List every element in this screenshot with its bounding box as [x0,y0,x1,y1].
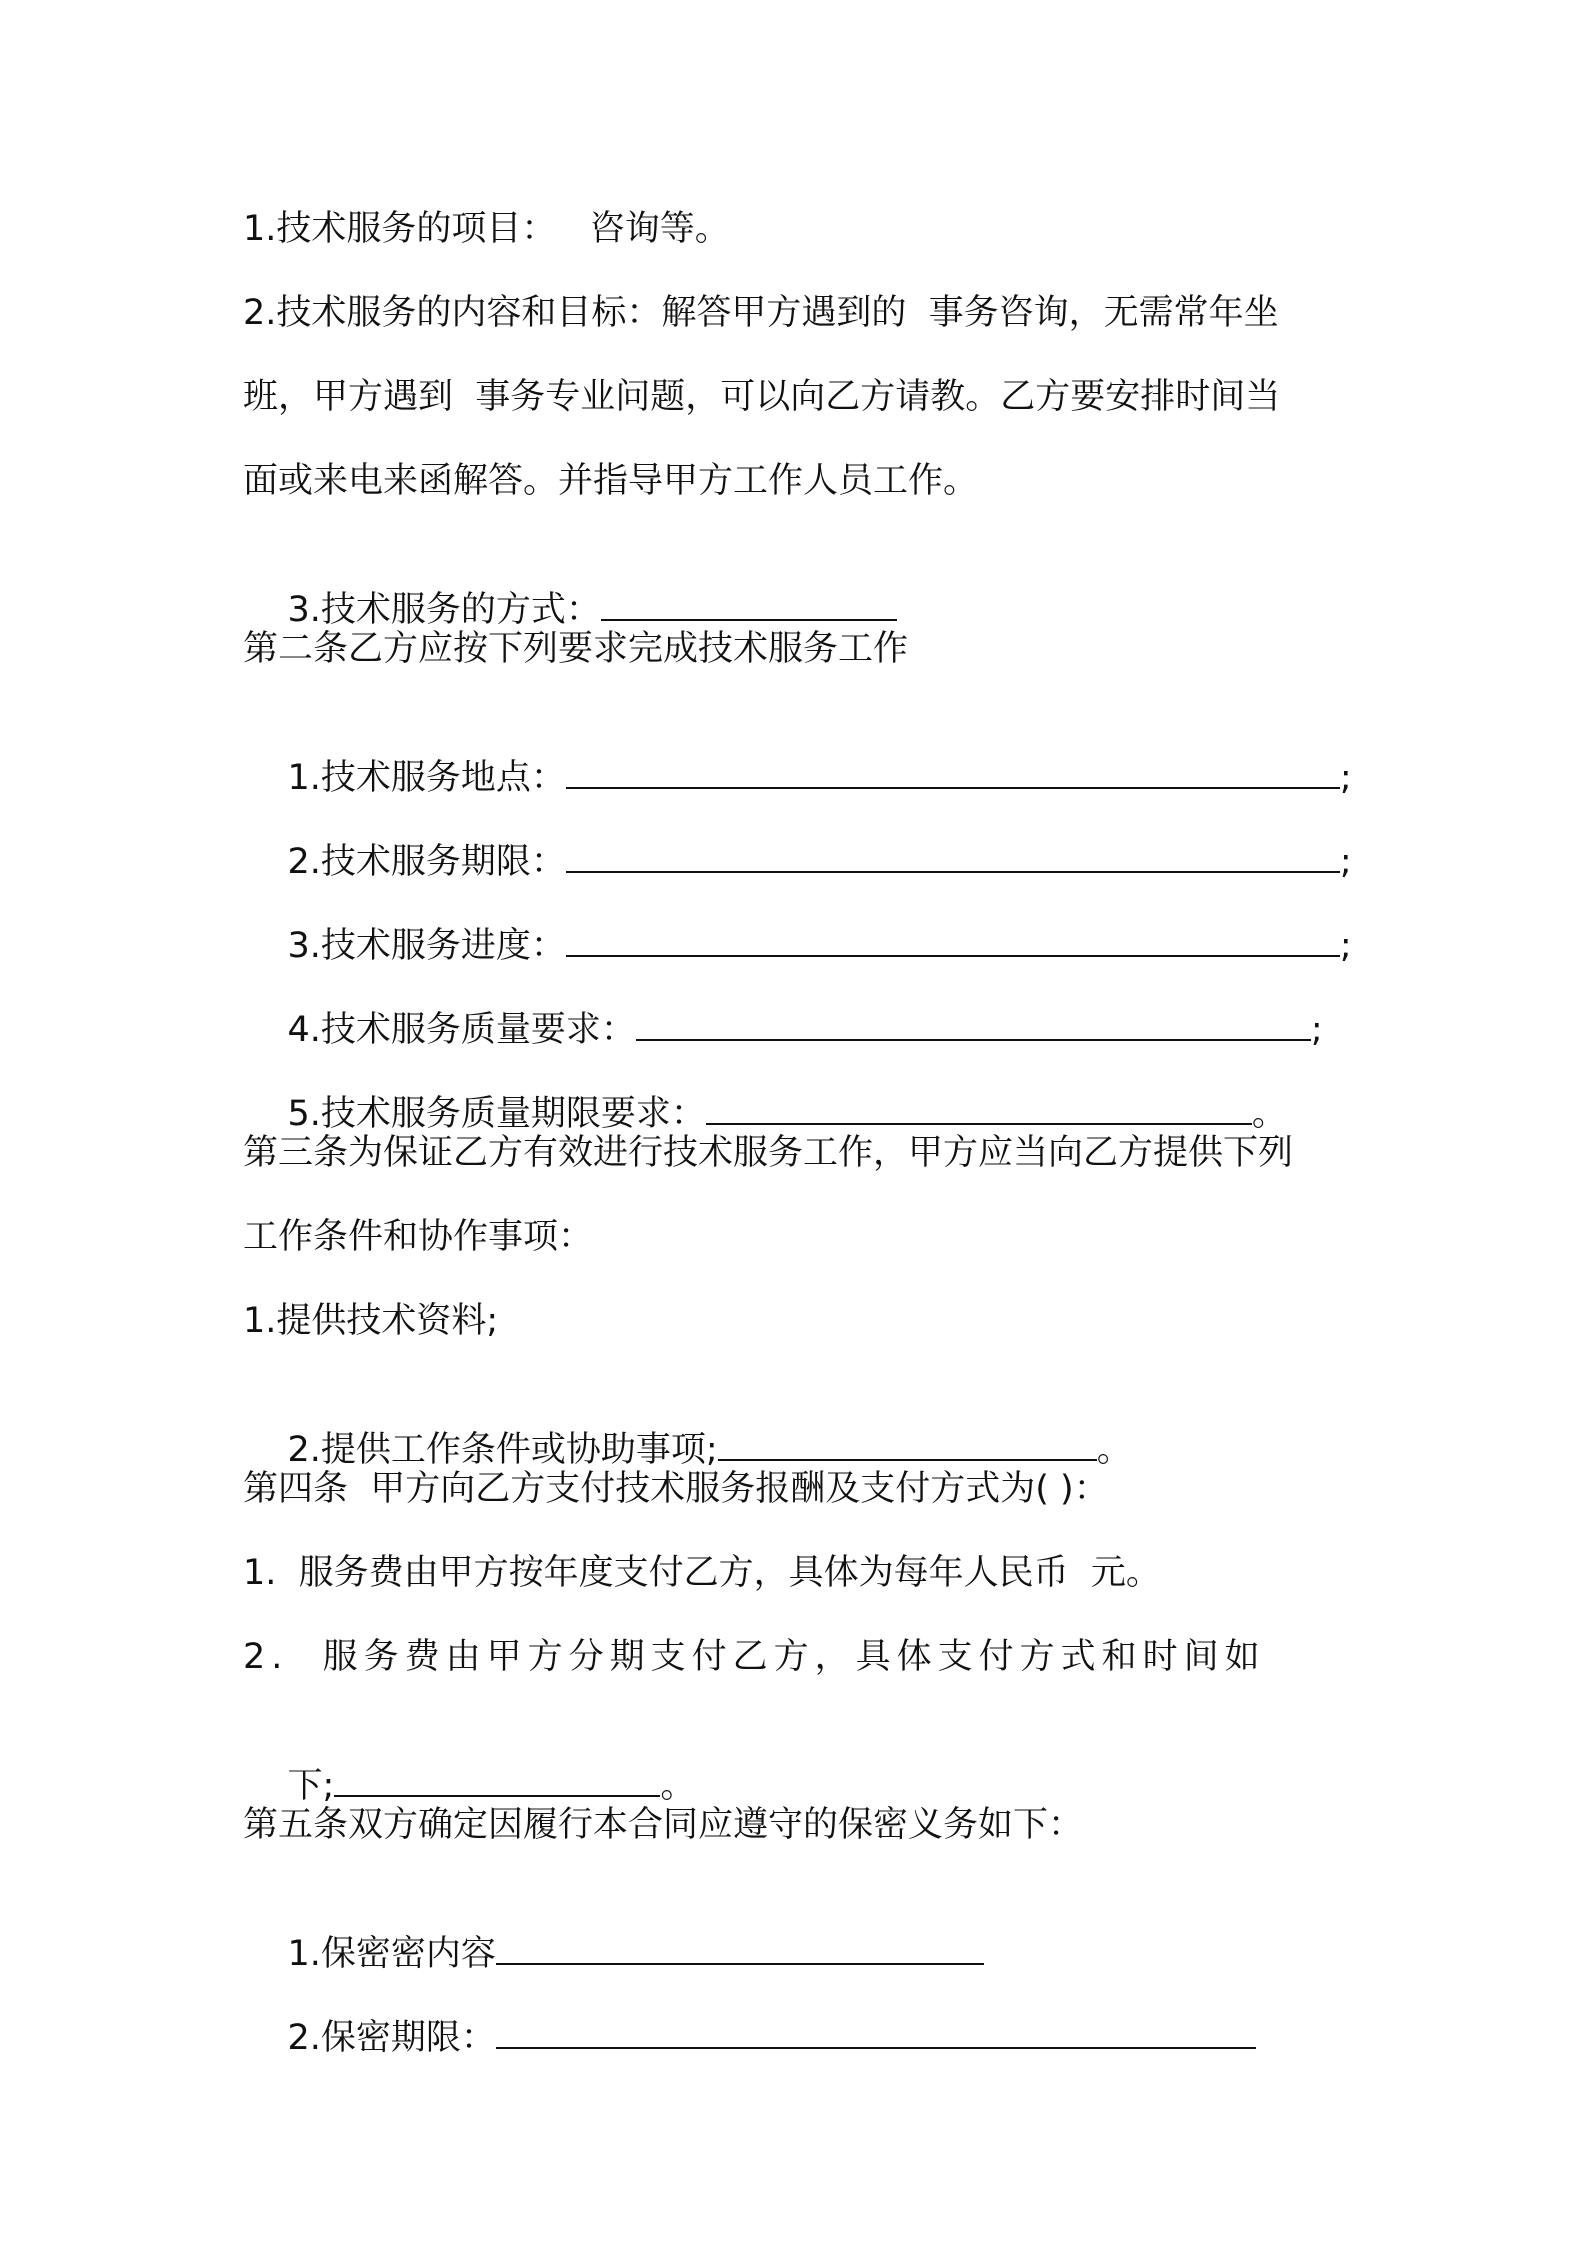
blank-line [566,755,1340,789]
article2-title: 第二条乙方应按下列要求完成技术服务工作 [243,629,909,669]
article5-item1-label: 1.保密密内容 [287,1934,496,1974]
semicolon: ; [1339,758,1352,798]
blank-line [566,923,1340,957]
blank-line [496,1931,984,1965]
article4-item2-line2-label: 下; [287,1766,335,1806]
article2-item4-label: 4.技术服务质量要求： [287,1010,636,1050]
period: 。 [1251,1094,1287,1134]
article5-item2-label: 2.保密期限： [287,2018,496,2058]
article2-item3-label: 3.技术服务进度： [287,926,566,966]
period: 。 [660,1766,696,1806]
semicolon: ; [1310,1010,1323,1050]
article3-line2: 工作条件和协作事项： [243,1217,594,1257]
blank-line [334,1763,660,1797]
article1-item3-label: 3.技术服务的方式： [287,590,601,630]
blank-line [566,839,1340,873]
article2-item5-label: 5.技术服务质量期限要求： [287,1094,706,1134]
blank-line [718,1427,1097,1461]
article5-item2 [243,1971,1256,2104]
article5-title: 第五条双方确定因履行本合同应遵守的保密义务如下： [243,1805,1084,1845]
article1-item2-line3: 面或来电来函解答。并指导甲方工作人员工作。 [243,461,979,501]
article3-line1: 第三条为保证乙方有效进行技术服务工作，甲方应当向乙方提供下列 [243,1133,1294,1173]
article3-item1: 1.提供技术资料; [243,1301,499,1341]
blank-line [636,1007,1311,1041]
semicolon: ; [1339,926,1352,966]
article3-item2-label: 2.提供工作条件或协助事项; [287,1430,718,1470]
blank-line [706,1091,1252,1125]
article4-item1: 1. 服务费由甲方按年度支付乙方，具体为每年人民币 元。 [243,1553,1161,1593]
article4-item2-line1: 2. 服务费由甲方分期支付乙方，具体支付方式和时间如 [243,1637,1266,1677]
article1-item1: 1.技术服务的项目： 咨询等。 [243,209,730,249]
article1-item2-line1: 2.技术服务的内容和目标：解答甲方遇到的 事务咨询，无需常年坐 [243,293,1279,333]
article1-item2-line2: 班，甲方遇到 事务专业问题，可以向乙方请教。乙方要安排时间当 [243,377,1281,417]
semicolon: ; [1339,842,1352,882]
period: 。 [1096,1430,1132,1470]
article2-item2-label: 2.技术服务期限： [287,842,566,882]
article4-title: 第四条 甲方向乙方支付技术服务报酬及支付方式为( )： [243,1469,1109,1509]
blank-line [496,2015,1256,2049]
article2-item1-label: 1.技术服务地点： [287,758,566,798]
blank-line [601,587,897,621]
